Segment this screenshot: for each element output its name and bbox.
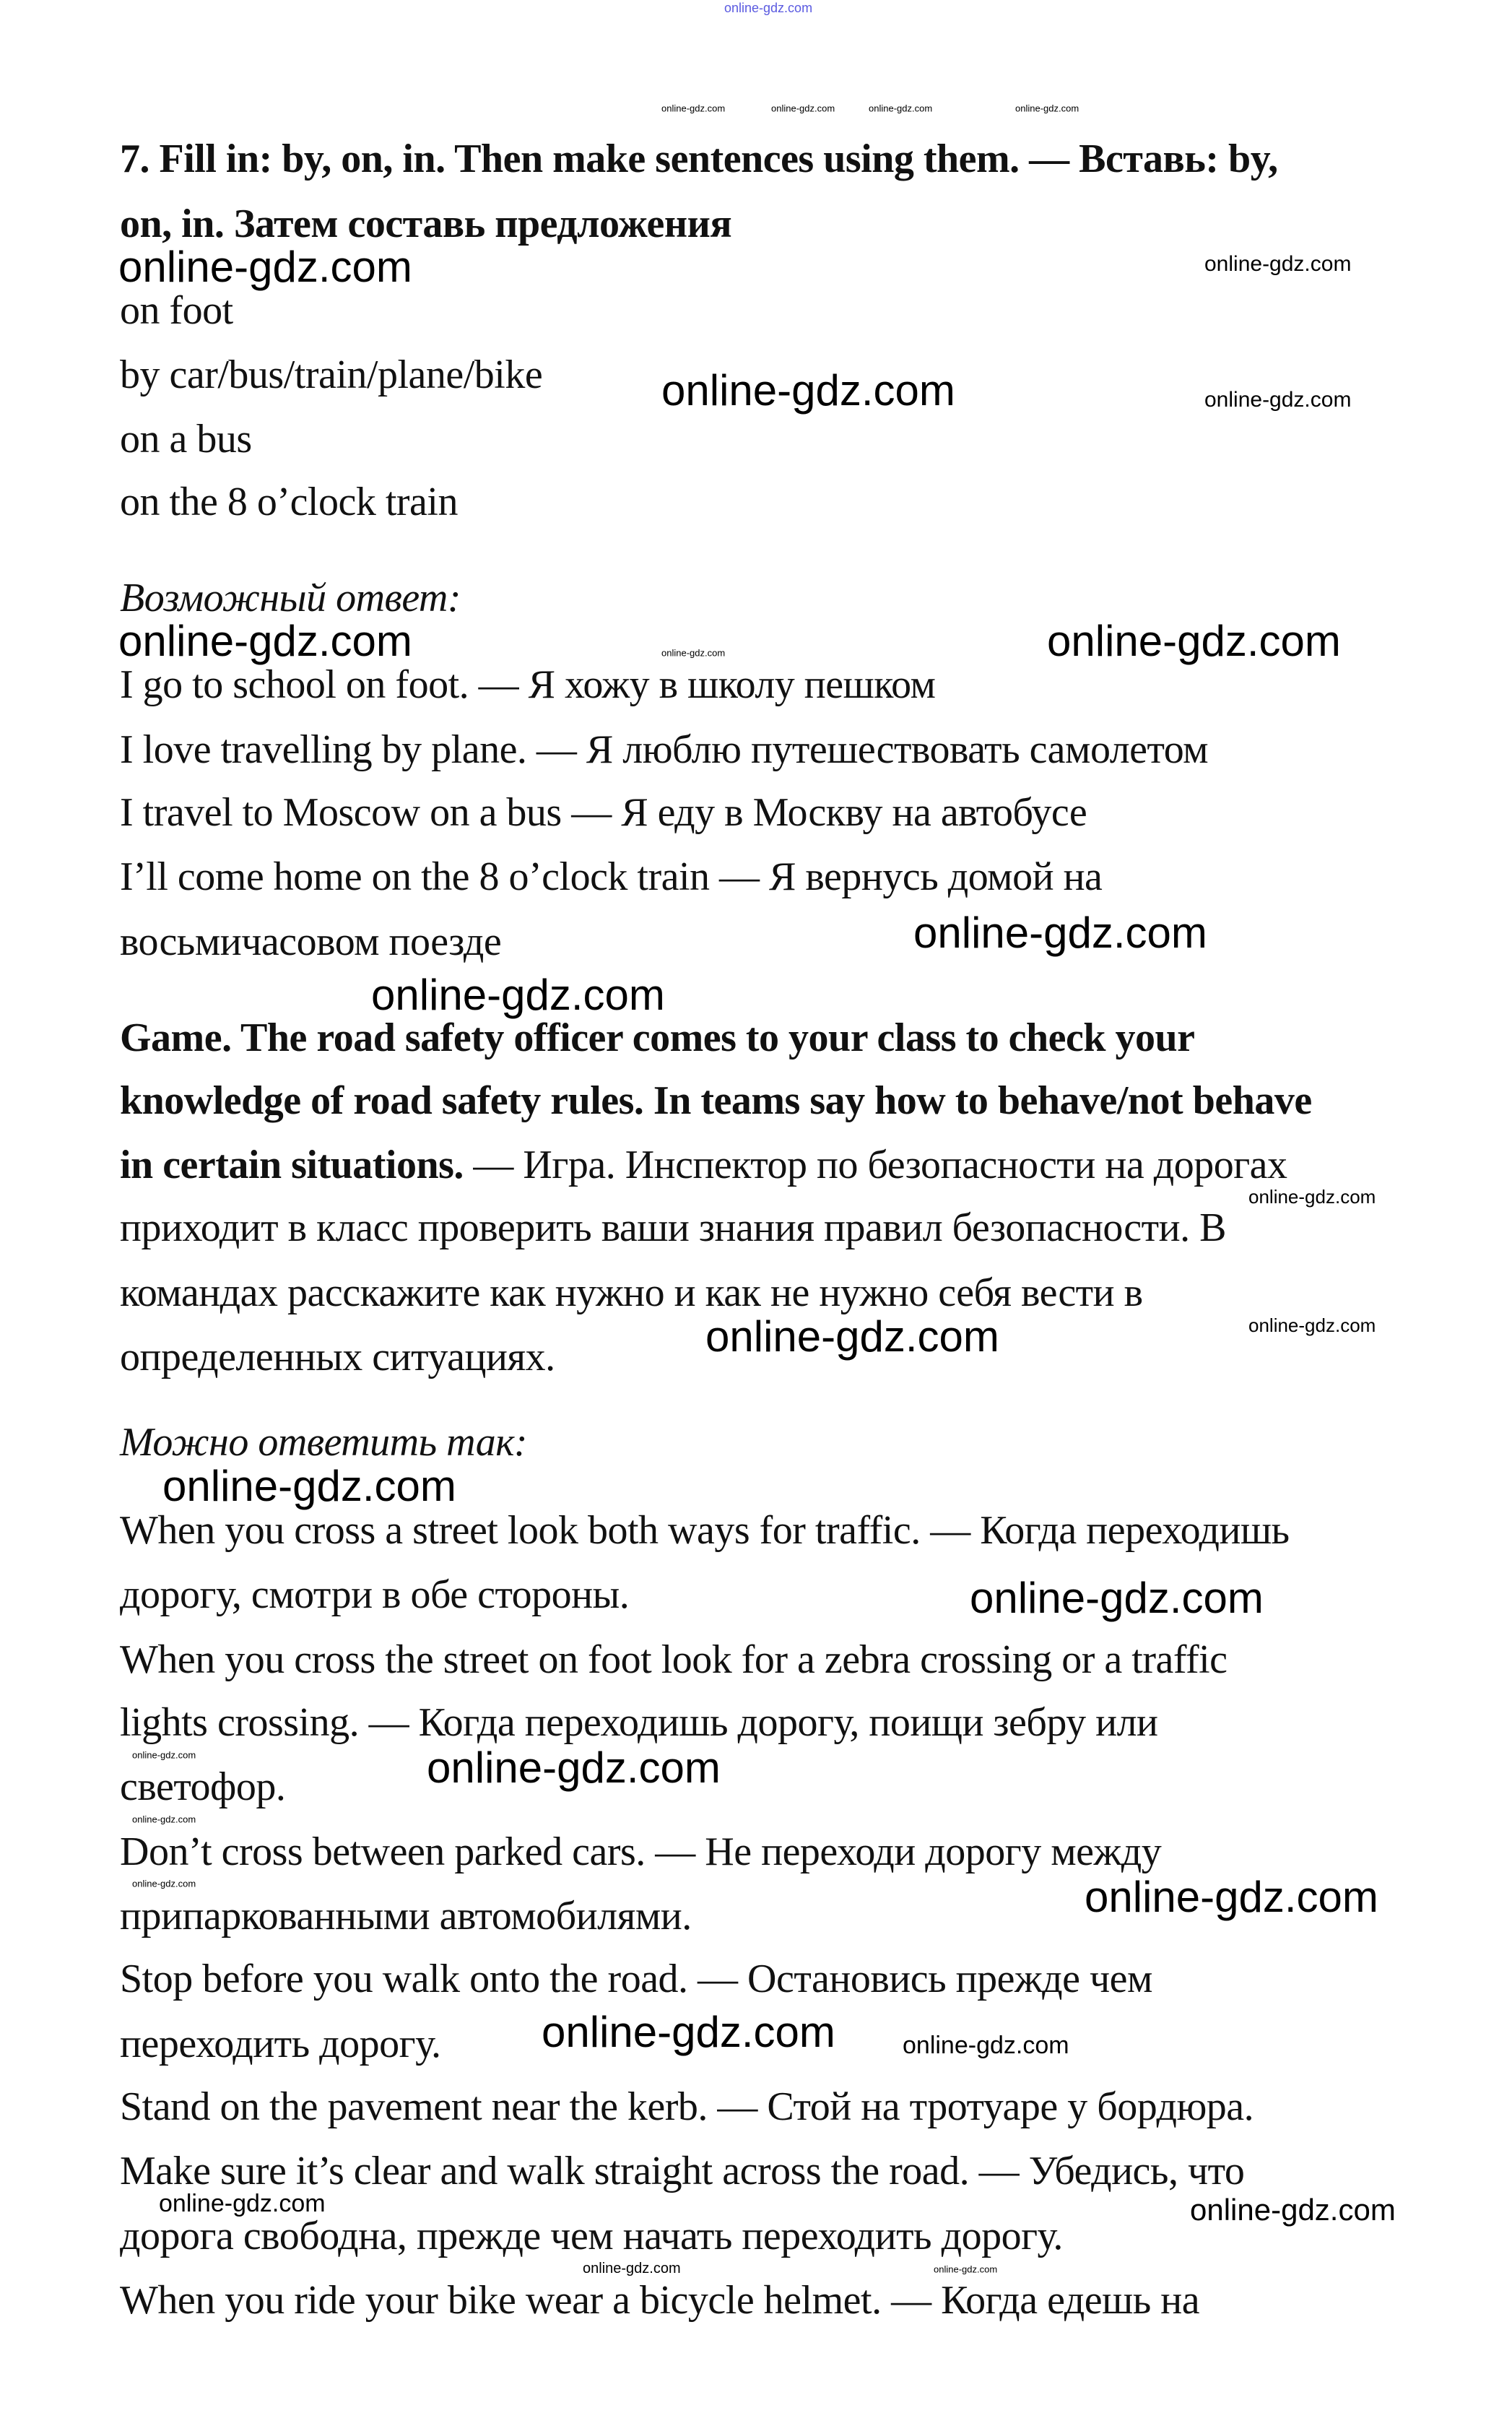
answer-line: I go to school on foot. — Я хожу в школу пешком xyxy=(120,662,936,707)
answer-line: When you cross a street look both ways for traffic. — Когда переходишь xyxy=(120,1508,1290,1553)
game-translation: командах расскажите как нужно и как не нужно себя вести в xyxy=(120,1270,1143,1315)
watermark: online-gdz.com xyxy=(1047,617,1341,665)
watermark: online-gdz.com xyxy=(1204,388,1352,412)
answer-line: When you ride your bike wear a bicycle helmet. — Когда едешь на xyxy=(120,2278,1200,2323)
watermark: online-gdz.com xyxy=(1248,1314,1376,1336)
task-item: on the 8 o’clock train xyxy=(120,480,458,524)
task-item: by car/bus/train/plane/bike xyxy=(120,352,543,397)
answer-line: дорогу, смотри в обе стороны. xyxy=(120,1572,630,1617)
watermark: online-gdz.com xyxy=(118,617,412,665)
watermark: online-gdz.com xyxy=(542,2008,835,2056)
watermark: online-gdz.com xyxy=(132,1878,196,1889)
watermark: online-gdz.com xyxy=(705,1312,999,1361)
watermark: online-gdz.com xyxy=(903,2032,1069,2059)
watermark: online-gdz.com xyxy=(132,1749,196,1761)
watermark: online-gdz.com xyxy=(1204,252,1352,276)
task-item: on a bus xyxy=(120,417,252,462)
answer-line: When you cross the street on foot look for a zebra crossing or a traffic xyxy=(120,1637,1228,1682)
answer-line: дорога свободна, прежде чем начать переходить дорогу. xyxy=(120,2214,1063,2258)
game-translation: приходит в класс проверить ваши знания правил безопасности. В xyxy=(120,1205,1226,1250)
watermark: online-gdz.com xyxy=(132,1814,196,1825)
answer-line: I love travelling by plane. — Я люблю путешествовать самолетом xyxy=(120,727,1209,772)
watermark: online-gdz.com xyxy=(159,2190,326,2217)
answer-label: Можно ответить так: xyxy=(120,1420,528,1465)
watermark: online-gdz.com xyxy=(427,1743,721,1792)
watermark: online-gdz.com xyxy=(869,103,933,114)
answer-line: восьмичасовом поезде xyxy=(120,919,502,964)
answer-line: припаркованными автомобилями. xyxy=(120,1894,692,1938)
answer-line: светофор. xyxy=(120,1764,286,1809)
game-heading-translation: — Игра. Инспектор по безопасности на дорогах xyxy=(463,1143,1287,1187)
game-heading: Game. The road safety officer comes to your class to check your xyxy=(120,1015,1195,1060)
answer-line: Don’t cross between parked cars. — Не переходи дорогу между xyxy=(120,1829,1162,1874)
task-heading: 7. Fill in: by, on, in. Then make sentences using them. — Вставь: by, xyxy=(120,137,1278,181)
answer-line: I’ll come home on the 8 o’clock train — Я вернусь домой на xyxy=(120,854,1103,899)
game-translation: определенных ситуациях. xyxy=(120,1335,555,1379)
watermark: online-gdz.com xyxy=(1248,1186,1376,1208)
answer-line: Stand on the pavement near the kerb. — Стой на тротуаре у бордюра. xyxy=(120,2084,1254,2129)
watermark: online-gdz.com xyxy=(913,909,1207,957)
answer-line: Make sure it’s clear and walk straight across the road. — Убедись, что xyxy=(120,2149,1245,2193)
watermark: online-gdz.com xyxy=(162,1462,456,1510)
watermark: online-gdz.com xyxy=(583,2261,681,2276)
answer-line: lights crossing. — Когда переходишь дорогу, поищи зебру или xyxy=(120,1700,1158,1745)
watermark: online-gdz.com xyxy=(661,647,726,659)
watermark: online-gdz.com xyxy=(934,2263,998,2275)
answer-line: Stop before you walk onto the road. — Остановись прежде чем xyxy=(120,1957,1152,2001)
game-heading-bold: in certain situations. xyxy=(120,1143,464,1187)
watermark: online-gdz.com xyxy=(661,366,955,415)
watermark: online-gdz.com xyxy=(970,1574,1264,1622)
task-heading: on, in. Затем составь предложения xyxy=(120,202,732,246)
game-heading xyxy=(120,1145,1287,1185)
game-heading: knowledge of road safety rules. In teams say how to behave/not behave xyxy=(120,1078,1312,1123)
watermark: online-gdz.com xyxy=(771,103,835,114)
watermark: online-gdz.com xyxy=(1085,1873,1378,1921)
task-item: on foot xyxy=(120,288,233,333)
watermark: online-gdz.com xyxy=(661,103,726,114)
watermark: online-gdz.com xyxy=(371,971,665,1019)
watermark: online-gdz.com xyxy=(1190,2193,1396,2227)
top-watermark: online-gdz.com xyxy=(724,1,813,15)
watermark: online-gdz.com xyxy=(1015,103,1079,114)
answer-line: переходить дорогу. xyxy=(120,2022,441,2066)
watermark: online-gdz.com xyxy=(118,243,412,291)
answer-line: I travel to Moscow on a bus — Я еду в Москву на автобусе xyxy=(120,790,1087,835)
answer-label: Возможный ответ: xyxy=(120,576,461,620)
